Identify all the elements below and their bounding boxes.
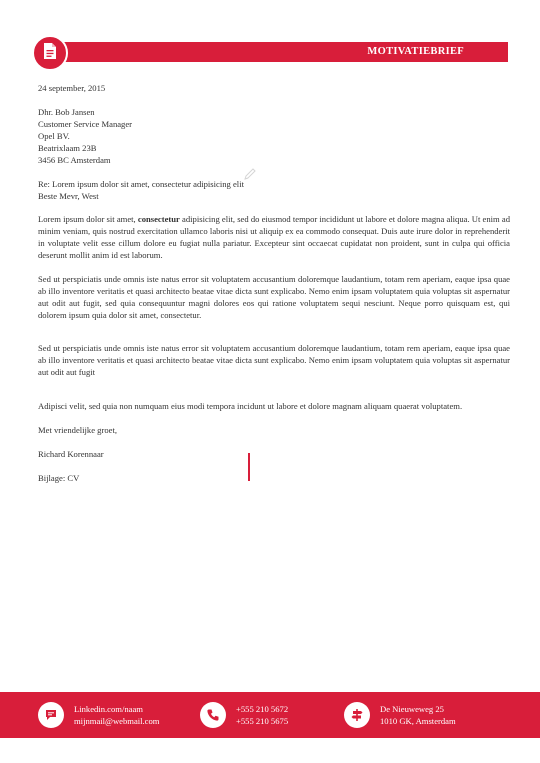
edit-pencil-icon[interactable] [242,166,258,182]
address-street: De Nieuweweg 25 [380,704,444,714]
footer-contact [38,702,159,728]
signature-name: Richard Korennaar [38,449,104,459]
attachment-line: Bijlage: CV [38,473,80,483]
address-city: 1010 GK, Amsterdam [380,716,456,726]
paragraph-1-rest: adipisicing elit, sed do eiusmod tempor incididunt ut labore et dolore magna aliqua. Ut enim ad minim veniam, quis nostrud exercitation ullamco laboris nisi ut aliquip ex ea commodo consequat. Duis aute irure dolor in reprehenderit in voluptate velit esse cillum dolore eu fugiat nulla pariatur. Excepteur sint occaecat cupidatat non proident, sunt in culpa qui officia deserunt mollit anim id est laborum. [38,214,510,260]
letter-closing: Met vriendelijke groet, [38,425,117,435]
footer-contact-text [74,703,159,727]
text-cursor[interactable] [248,453,250,481]
footer-phone [200,702,288,728]
footer-bar [0,692,540,738]
footer-phone-text [236,703,288,727]
paragraph-1-bold: consectetur [137,214,180,224]
letter-subject: Re: Lorem ipsum dolor sit amet, consectetur adipisicing elit [38,179,244,189]
document-title: MOTIVATIEBRIEF [367,46,464,57]
footer-address [344,702,456,728]
paragraph-1-start: Lorem ipsum dolor sit amet, [38,214,138,224]
paragraph-3: Sed ut perspiciatis unde omnis iste natus error sit voluptatem accusantium doloremque laudantium, totam rem aperiam, eaque ipsa quae ab illo inventore veritatis et quasi architecto beatae vitae dicta sunt explicabo. Nemo enim ipsam voluptatem quia voluptas sit aspernatur aut odit aut fugit [38,343,510,377]
letter-date: 24 september, 2015 [38,83,106,93]
recipient-city: 3456 BC Amsterdam [38,155,111,165]
letter-salutation: Beste Mevr, West [38,191,99,201]
linkedin-link[interactable]: Linkedin.com/naam [74,704,143,714]
phone-number-1[interactable]: +555 210 5672 [236,704,289,714]
chat-bubble-icon [38,702,64,728]
recipient-name: Dhr. Bob Jansen [38,107,95,117]
recipient-position: Customer Service Manager [38,119,133,129]
recipient-address [38,106,510,166]
email-link[interactable]: mijnmail@webmail.com [74,716,160,726]
paragraph-4: Adipisci velit, sed quia non numquam eius modi tempora incidunt ut labore et dolore magnam aliquam quaerat voluptatem. [38,401,463,411]
footer-address-text [380,703,456,727]
paragraph-2: Sed ut perspiciatis unde omnis iste natus error sit voluptatem accusantium doloremque laudantium, totam rem aperiam, eaque ipsa quae ab illo inventore veritatis et quasi architecto beatae vitae dicta sunt explicabo. Nemo enim ipsam voluptatem quia voluptas sit aspernatur aut odit aut fugit, sed quia consequuntur magni dolores eos qui ratione voluptatem sequi nesciunt. Neque porro quisquam est, qui dolorem ipsum quia dolor sit amet, consectetur. [38,274,510,320]
phone-icon [200,702,226,728]
paragraph-1 [38,213,510,261]
document-icon [42,42,58,65]
header-badge [32,35,68,71]
header-bar [36,42,508,62]
recipient-company: Opel BV. [38,131,70,141]
phone-number-2[interactable]: +555 210 5675 [236,716,289,726]
recipient-street: Beatrixlaam 23B [38,143,97,153]
signpost-icon [344,702,370,728]
